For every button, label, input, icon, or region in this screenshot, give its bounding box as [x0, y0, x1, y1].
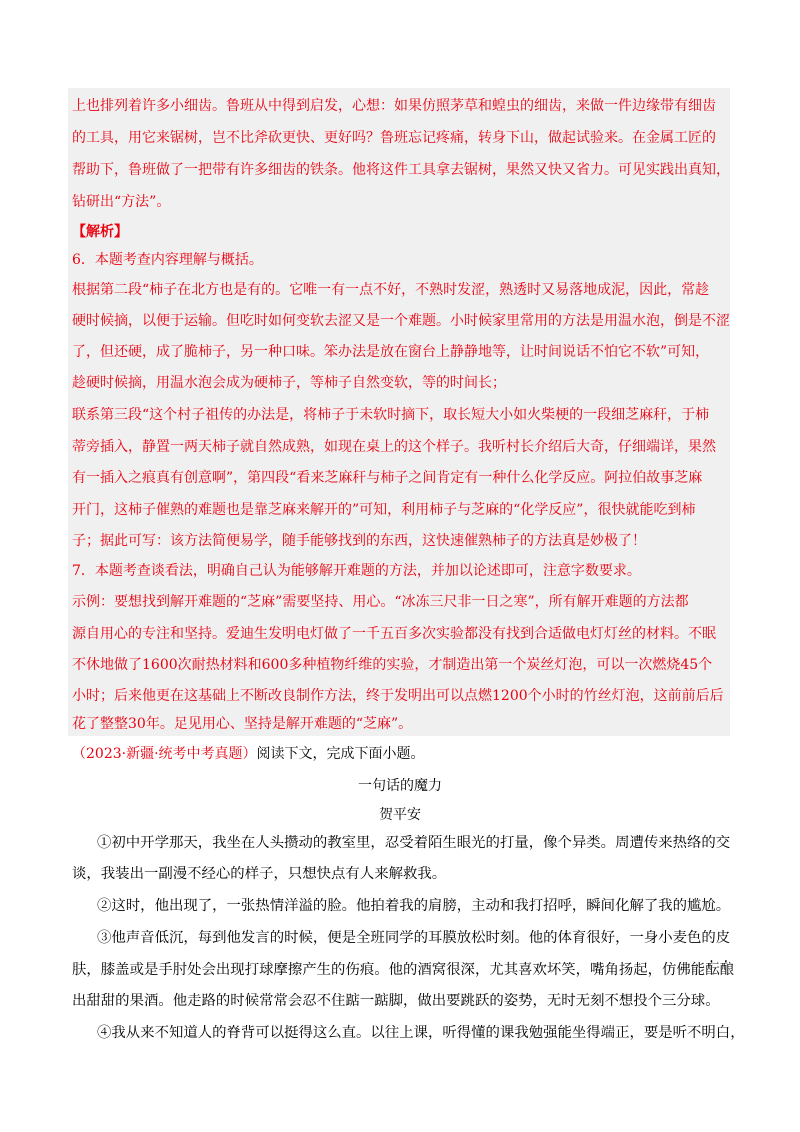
- q6-line: 联系第三段“这个村子祖传的办法是，将柿子于未软时摘下，取长短大小如火柴梗的一段细芝麻秆，于柿: [72, 407, 710, 423]
- q6-line: 趁硬时候摘，用温水泡会成为硬柿子，等柿子自然变软，等的时间长；: [72, 375, 506, 391]
- answer-line: 的工具，用它来锯树，岂不比斧砍更快、更好吗？鲁班忘记疼痛，转身下山，做起试验来。在金属工匠的: [72, 130, 716, 146]
- q6-line: 硬时候摘，以便于运输。但吃时如何变软去涩又是一个难题。小时候家里常用的方法是用温水泡，倒是不涩: [72, 313, 730, 329]
- paragraph-line: 出甜甜的果酒。他走路的时候常常会忍不住踮一踮脚，做出要跳跃的姿势，无时无刻不想投个三分球。: [72, 993, 720, 1009]
- q7-line: 示例：要想找到解开难题的“芝麻”需要坚持、用心。“冰冻三尺非一日之寒”，所有解开难题的方法都: [72, 594, 689, 610]
- answer-line: 钻研出“方法”。: [72, 194, 171, 210]
- paragraph-line: ④我从来不知道人的脊背可以挺得这么直。以往上课，听得懂的课我勉强能坐得端正，要是听不明白，: [97, 1025, 745, 1041]
- paragraph-line: ②这时，他出现了，一张热情洋溢的脸。他拍着我的肩膀，主动和我打招呼，瞬间化解了我的尴尬。: [97, 898, 731, 914]
- source-instruction: 阅读下文，完成下面小题。: [256, 746, 425, 762]
- q6-line: 蒂旁插入，静置一两天柿子就自然成熟，如现在桌上的这个样子。我听村长介绍后大奇，仔细端详，果然: [72, 439, 716, 455]
- article-title: 一句话的魔力: [358, 778, 442, 794]
- q6-line: 了，但还硬，成了脆柿子，另一种口味。笨办法是放在窗台上静静地等，让时间说话不怕它不软”可知，: [72, 344, 710, 360]
- paragraph-line: [72, 959, 735, 981]
- analysis-label: 【解析】: [72, 224, 128, 240]
- q6-line: 有一插入之痕真有创意啊”，第四段“看来芝麻秆与柿子之间肯定有一种什么化学反应。阿拉伯故事芝麻: [72, 470, 703, 486]
- q7-heading: 7．本题考查谈看法，明确自己认为能够解开难题的方法，并加以论述即可，注意字数要求。: [72, 563, 641, 579]
- paragraph-text: 肤，膝盖或是手肘处会出现打球摩擦产生的伤痕。他的酒窝很深，尤其喜欢坏笑，嘴角扬起，仿佛能: [72, 962, 706, 978]
- q7-line: 小时；后来他更在这基础上不断改良制作方法，终于发明出可以点燃1200个小时的竹丝灯泡，这前前后后: [72, 688, 724, 704]
- emphasis-char: 酝: [705, 962, 720, 978]
- source-line: [72, 744, 732, 764]
- q7-line: 不休地做了1600次耐热材料和600多种植物纤维的实验，才制造出第一个炭丝灯泡，可以一次燃烧45个: [72, 657, 713, 673]
- q6-line: 开门，这柿子催熟的难题也是靠芝麻来解开的”可知，利用柿子与芝麻的“化学反应”，很快就能吃到柿: [72, 502, 696, 518]
- source-tag: （2023·新疆·统考中考真题）: [72, 746, 257, 762]
- answer-line: 帮助下，鲁班做了一把带有许多细齿的铁条。他将这件工具拿去锯树，果然又快又省力。可见实践出真知，: [72, 162, 730, 178]
- q6-line: 子；据此可写：该方法简便易学，随手能够找到的东西，这快速催熟柿子的方法真是妙极了！: [72, 533, 646, 549]
- q6-line: 根据第二段“柿子在北方也是有的。它唯一有一点不好，不熟时发涩，熟透时又易落地成泥，因此，常趁: [72, 282, 710, 298]
- paragraph-line: 谈，我装出一副漫不经心的样子，只想快点有人来解救我。: [72, 866, 447, 882]
- paragraph-line: ①初中开学那天，我坐在人头攒动的教室里，忍受着陌生眼光的打量，像个异类。周遭传来热络的交: [97, 835, 731, 851]
- q6-heading: 6．本题考查内容理解与概括。: [72, 252, 263, 268]
- answer-line: 上也排列着许多小细齿。鲁班从中得到启发，心想：如果仿照茅草和蝗虫的细齿，来做一件边缘带有细齿: [72, 98, 716, 114]
- q7-line: 花了整整30年。足见用心、坚持是解开难题的“芝麻”。: [72, 716, 413, 732]
- paragraph-line: ③他声音低沉，每到他发言的时候，便是全班同学的耳膜放松时刻。他的体育很好，一身小麦色的皮: [97, 930, 731, 946]
- emphasis-char: 酿: [719, 962, 735, 978]
- article-author: 贺平安: [379, 807, 421, 823]
- q7-line: 源自用心的专注和坚持。爱迪生发明电灯做了一千五百多次实验都没有找到合适做电灯灯丝的材料。不眠: [72, 626, 716, 642]
